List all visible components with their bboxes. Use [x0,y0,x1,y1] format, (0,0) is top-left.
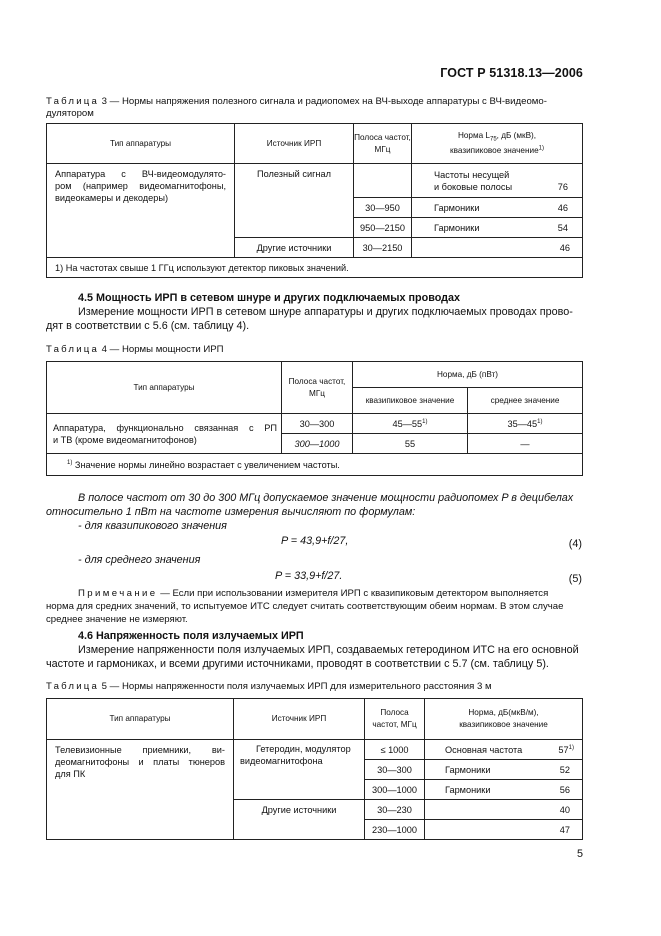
table3-type-line3: видеокамеры и декодеры) [55,193,169,203]
formula-4: P = 43,9+f/27, [281,535,349,547]
table3-r1-label-l2: и боковые полосы [434,181,513,192]
table4-r1-avg-sup: 1) [537,418,543,425]
note-line1: — Если при использовании измерителя ИРП с квазипиковым детектором выполняется [157,588,549,599]
table3-header-norm-sub: 75 [489,136,497,143]
table3 [46,123,583,278]
formula-4-number: (4) [568,538,582,550]
table4-header-norm: Норма, дБ (пВт) [353,362,583,388]
table3-caption-rest: 3 — Нормы напряжения полезного сигнала и радиопомех на ВЧ-выходе аппаратуры с ВЧ-видеомо- [99,96,547,107]
table4-caption-rest: 4 — Нормы мощности ИРП [99,344,224,355]
table3-r3-band: 950—2150 [354,218,412,238]
table5-type-line1: Телевизионные приемники, ви- [55,745,225,755]
formula-5: P = 33,9+f/27. [275,570,343,582]
table3-caption [46,96,586,120]
table5-r2-value: 52 [559,764,570,775]
table5-r3-value: 56 [559,784,570,795]
table4-footnote [47,454,583,476]
table5-r5-value: 47 [425,820,583,840]
table5-source-other: Другие источники [234,800,365,840]
table5-source-het-line2: видеомагнитофона [240,756,323,766]
table4-header-qp: квазипиковое значение [353,388,468,414]
table5-type-line3: для ПК [55,769,86,779]
table3-r2-norm [412,198,583,218]
table3-r4-value: 46 [412,238,583,258]
table3-r1-label-l1: Частоты несущей [434,169,510,180]
table3-r2-value: 46 [557,202,568,213]
table4-r2-qp: 55 [353,434,468,454]
table5-r2-norm [425,760,583,780]
table3-r2-band: 30—950 [354,198,412,218]
formula-intro-line2: относительно 1 пВт на частоте измерения вычисляют по формулам: [46,506,416,518]
table5-source-het-line1: Гетеродин, модулятор [256,744,351,754]
table5-r1-value: 57 [558,744,569,755]
table3-type-line1: Аппаратура с ВЧ-видеомодулято- [55,169,226,179]
section-4-5-line1: Измерение мощности ИРП в сетевом шнуре аппаратуры и других подключаемых проводах прово- [78,306,573,318]
formula-bullet-qp: - для квазипикового значения [78,520,227,532]
section-4-6-text [46,643,586,671]
table4-footnote-text: Значение нормы линейно возрастает с увеличением частоты. [72,459,340,470]
table4-type-line2: и ТВ (кроме видеомагнитофонов) [53,434,197,445]
table4-type-line1: Аппаратура, функционально связанная с РП [53,422,277,433]
table5-r3-norm [425,780,583,800]
table4-r1-avg-value: 35—45 [507,418,538,429]
table5-type-line2: деомагнитофоны и платы тюнеров [55,757,225,767]
table4-header-type: Тип аппаратуры [47,362,282,414]
table3-header-norm [412,124,583,164]
table4-r1-qp-sup: 1) [422,418,428,425]
table5-r4-band: 30—230 [365,800,425,820]
table5-r5-band: 230—1000 [365,820,425,840]
table4-r1-qp [353,414,468,434]
table4-r2-avg: — [468,434,583,454]
section-4-6-line1: Измерение напряженности поля излучаемых ИРП, создаваемых гетеродином ИТС на его основной [78,644,579,656]
table5-source-heterodyne [234,740,365,800]
table3-header-norm-line2: квазипиковое значение [450,146,539,156]
table3-r3-norm [412,218,583,238]
table5-r2-label: Гармоники [445,764,491,775]
formula-bullet-avg: - для среднего значения [78,554,201,566]
table4-r2-band: 300—1000 [282,434,353,454]
section-4-5-text [46,305,582,333]
page-number: 5 [576,848,583,860]
table4-header-band: Полоса частот, МГц [282,362,353,414]
note-block [46,587,582,626]
table3-caption-line2: дулятором [46,108,94,119]
table4-header-avg: среднее значение [468,388,583,414]
table3-source-other: Другие источники [235,238,354,258]
table3-r3-label: Гармоники [434,222,480,233]
section-4-5-heading: 4.5 Мощность ИРП в сетевом шнуре и других подключаемых проводах [78,292,461,304]
table4-r1-band: 30—300 [282,414,353,434]
table4 [46,361,583,476]
table5-r1-sup: 1) [568,744,574,751]
formula-intro-line1: В полосе частот от 30 до 300 МГц допускаемое значение мощности радиопомех P в децибелах [78,492,574,504]
section-4-6-heading: 4.6 Напряженность поля излучаемых ИРП [78,630,304,642]
table3-type-cell [47,164,235,258]
table5-caption-word: Таблица [46,681,100,692]
section-4-6-line2: частоте и гармониках, и всеми другими источниками, проводят в соответствии с 5.7 (см. таблицу 5). [46,658,549,670]
table5-r3-label: Гармоники [445,784,491,795]
note-line3: среднее значение не измеряют. [46,614,188,625]
table4-r1-avg [468,414,583,434]
table5-header-norm: Норма, дБ(мкВ/м), квазипиковое значение [425,699,583,740]
table5-r1-band: ≤ 1000 [365,740,425,760]
document-id: ГОСТ Р 51318.13—2006 [440,66,583,80]
formula-5-number: (5) [568,573,582,585]
note-line2: норма для средних значений, то испытуемое ИТС следует считать соответствующим обеим нормам. В этом случае [46,601,564,612]
table3-header-norm-sup: 1) [538,145,544,152]
table4-caption [46,344,224,356]
table3-r2-label: Гармоники [434,202,480,213]
table3-header-norm-post: , дБ (мкВ), [496,130,537,140]
formula-intro [46,491,582,519]
table5-caption [46,681,492,693]
table5-r1-label: Основная частота [445,744,523,755]
table4-type-cell [47,414,282,454]
table3-header-type: Тип аппаратуры [47,124,235,164]
table5-r2-band: 30—300 [365,760,425,780]
table3-type-line2: ром (например видеомагнитофоны, [55,181,226,191]
table5 [46,698,583,840]
table3-caption-word: Таблица [46,96,100,107]
table3-header-norm-text: Норма L [457,130,490,140]
table5-header-source: Источник ИРП [234,699,365,740]
table3-r4-band: 30—2150 [354,238,412,258]
table4-footnote-sup: 1) [67,459,73,466]
table3-r1-value: 76 [557,181,568,192]
table5-r4-value: 40 [425,800,583,820]
table3-source-useful: Полезный сигнал [235,164,354,238]
table3-r3-value: 54 [557,222,568,233]
table4-caption-word: Таблица [46,344,100,355]
section-4-5-line2: дят в соответствии с 5.6 (см. таблицу 4). [46,320,250,332]
table3-header-source: Источник ИРП [235,124,354,164]
table5-caption-rest: 5 — Нормы напряженности поля излучаемых ИРП для измерительного расстояния 3 м [99,681,492,692]
table3-r1-norm [412,164,583,198]
table5-type-cell [47,740,234,840]
table4-r1-qp-value: 45—55 [392,418,423,429]
table3-header-band: Полоса частот, МГц [354,124,412,164]
table3-footnote: 1) На частотах свыше 1 ГГц используют детектор пиковых значений. [47,258,583,278]
note-word: Примечание [78,588,158,599]
table5-r3-band: 300—1000 [365,780,425,800]
table5-header-type: Тип аппаратуры [47,699,234,740]
table3-r1-band [354,164,412,198]
table5-header-band: Полоса частот, МГц [365,699,425,740]
table5-r1-norm [425,740,583,760]
